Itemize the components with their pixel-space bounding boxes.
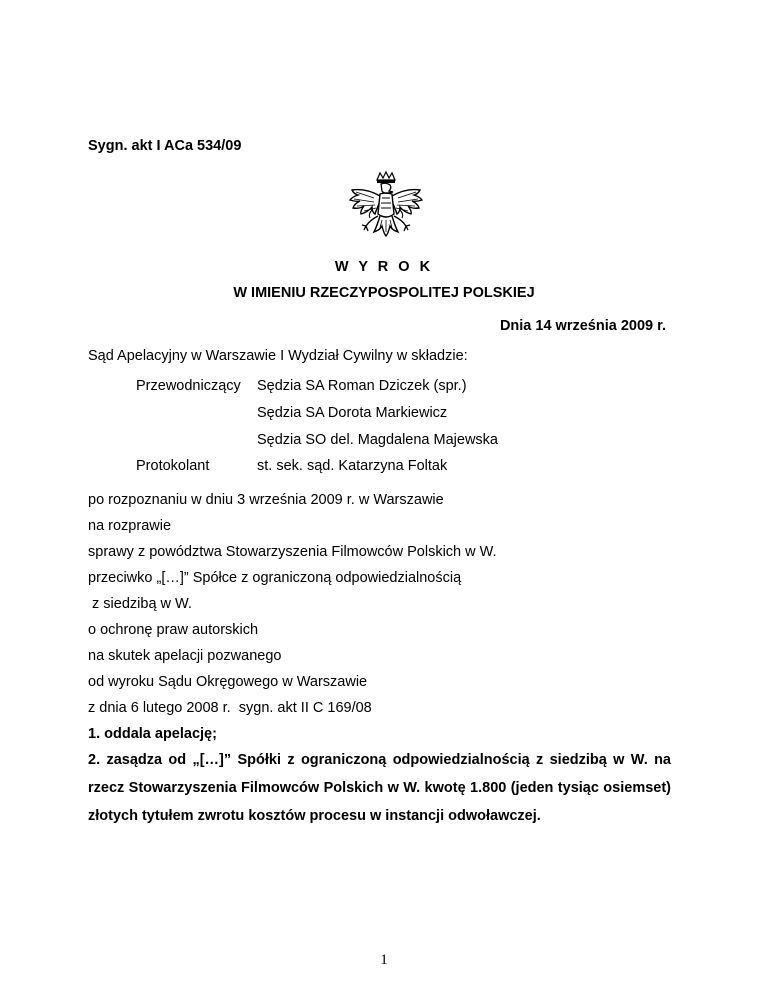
polish-eagle-emblem-icon <box>344 170 428 254</box>
judgment-date: Dnia 14 września 2009 r. <box>499 318 666 334</box>
judgment-subheading: W IMIENIU RZECZYPOSPOLITEJ POLSKIEJ <box>233 285 535 301</box>
case-line: na skutek apelacji pozwanego <box>88 648 282 664</box>
case-line: po rozpoznaniu w dniu 3 września 2009 r. w Warszawie <box>88 492 444 508</box>
case-line: z dnia 6 lutego 2008 r. sygn. akt II C 169/08 <box>88 700 372 716</box>
court-intro: Sąd Apelacyjny w Warszawie I Wydział Cywilny w składzie: <box>88 348 468 364</box>
ruling-point-2: 2. zasądza od „[…]” Spółki z ograniczoną odpowiedzialnością z siedzibą w W. na rzecz Stowarzyszenia Filmowców Polskich w W. kwotę 1.800 (jeden tysiąc osiemset) złotych tytułem zwrotu kosztów procesu w instancji odwoławczej. <box>88 752 671 824</box>
case-line: sprawy z powództwa Stowarzyszenia Filmowców Polskich w W. <box>88 544 497 560</box>
case-line: od wyroku Sądu Okręgowego w Warszawie <box>88 674 368 690</box>
case-line: na rozprawie <box>88 518 172 534</box>
presiding-label: Przewodniczący <box>136 378 241 394</box>
judge-2: Sędzia SO del. Magdalena Majewska <box>257 432 498 448</box>
page-number: 1 <box>380 952 388 968</box>
judgment-heading: W Y R O K <box>334 259 434 275</box>
clerk-label: Protokolant <box>136 458 210 474</box>
ruling-point-1: 1. oddala apelację; <box>88 726 217 742</box>
case-line: z siedzibą w W. <box>88 596 192 612</box>
clerk-name: st. sek. sąd. Katarzyna Foltak <box>257 458 448 474</box>
presiding-judge: Sędzia SA Roman Dziczek (spr.) <box>257 378 467 394</box>
case-line: przeciwko „[…]” Spółce z ograniczoną odpowiedzialnością <box>88 570 462 586</box>
case-line: o ochronę praw autorskich <box>88 622 259 638</box>
judge-1: Sędzia SA Dorota Markiewicz <box>257 405 448 421</box>
case-signature: Sygn. akt I ACa 534/09 <box>88 138 242 154</box>
